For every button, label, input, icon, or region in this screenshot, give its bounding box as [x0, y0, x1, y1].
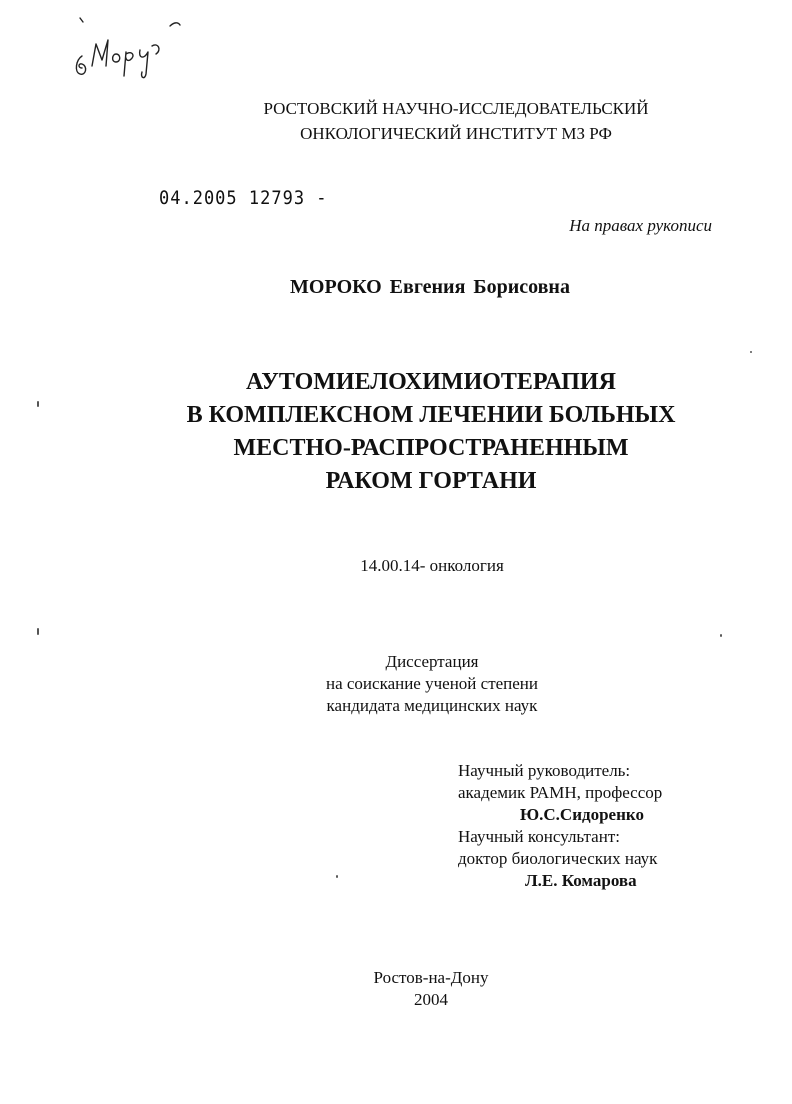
- institute-line-2: ОНКОЛОГИЧЕСКИЙ ИНСТИТУТ МЗ РФ: [300, 124, 612, 143]
- advisors-block: [458, 760, 662, 892]
- title-line-3: МЕСТНО-РАСПРОСТРАНЕННЫМ: [233, 435, 629, 461]
- title-line-1: АУТОМИЕЛОХИМИОТЕРАПИЯ: [246, 369, 616, 395]
- rights-note: На правах рукописи: [569, 216, 712, 235]
- scan-speck: [336, 875, 338, 878]
- degree-line-2: на соискание ученой степени: [325, 674, 539, 693]
- scan-speck: [720, 634, 722, 637]
- consultant-label: Научный консультант:: [458, 827, 620, 846]
- specialty-code: 14.00.14- онкология: [360, 556, 504, 575]
- dissertation-title: [0, 366, 792, 498]
- degree-line-3: кандидата медицинских наук: [326, 696, 538, 715]
- scan-speck: [37, 401, 39, 407]
- institute-name: [0, 96, 792, 146]
- handwritten-annotation: [66, 16, 196, 86]
- scan-speck: [750, 351, 752, 353]
- scan-speck: [37, 628, 39, 635]
- supervisor-title: академик РАМН, профессор: [458, 783, 663, 802]
- supervisor-label: Научный руководитель:: [458, 761, 631, 780]
- archive-stamp-number: 04.2005 12793 -: [159, 188, 328, 210]
- degree-statement: [0, 651, 792, 717]
- city: Ростов-на-Дону: [373, 968, 489, 987]
- place-and-year: [0, 967, 792, 1011]
- title-line-2: В КОМПЛЕКСНОМ ЛЕЧЕНИИ БОЛЬНЫХ: [186, 402, 676, 428]
- institute-line-1: РОСТОВСКИЙ НАУЧНО-ИССЛЕДОВАТЕЛЬСКИЙ: [263, 99, 649, 118]
- author-name: МОРОКО Евгения Борисовна: [290, 276, 570, 298]
- consultant-title: доктор биологических наук: [458, 849, 658, 868]
- consultant-name: Л.Е. Комарова: [525, 871, 637, 890]
- title-line-4: РАКОМ ГОРТАНИ: [325, 468, 537, 494]
- year: 2004: [414, 990, 448, 1009]
- supervisor-name: Ю.С.Сидоренко: [520, 805, 644, 824]
- degree-line-1: Диссертация: [385, 652, 479, 671]
